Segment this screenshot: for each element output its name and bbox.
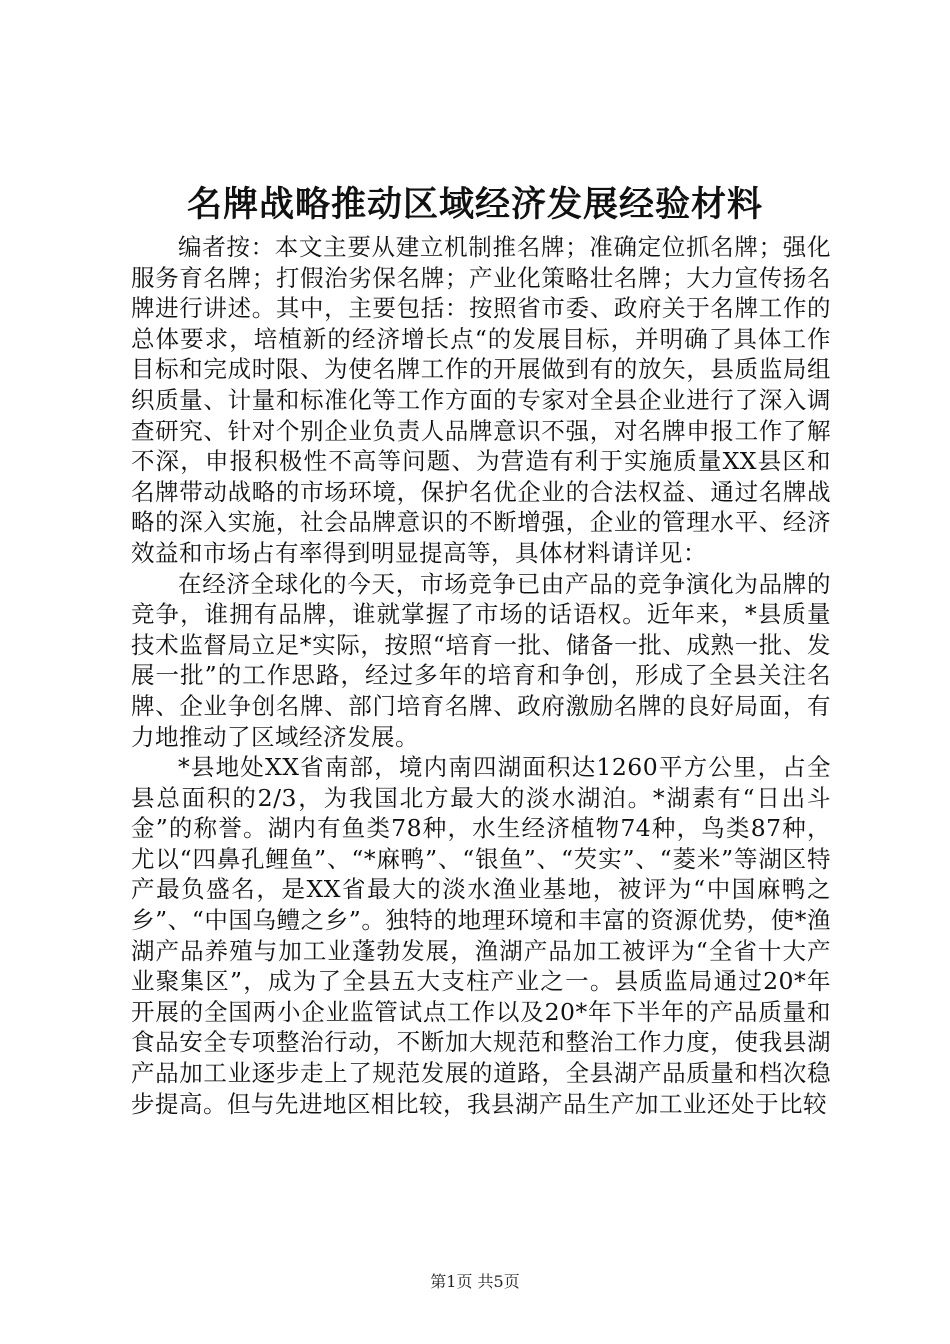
- intro-paragraph: 在经济全球化的今天，市场竞争已由产品的竞争演化为品牌的竞争，谁拥有品牌，谁就掌握了市场的话语权。近年来，*县质量技术监督局立足*实际，按照“培育一批、储备一批、成熟一批、发展一批”的工作思路，经过多年的培育和争创，形成了全县关注名牌、企业争创名牌、部门培育名牌、政府激励名牌的良好局面，有力地推动了区域经济发展。: [131, 569, 831, 751]
- document-body: [131, 232, 831, 1119]
- editor-note-paragraph: 编者按：本文主要从建立机制推名牌；准确定位抓名牌；强化服务育名牌；打假治劣保名牌；产业化策略壮名牌；大力宣传扬名牌进行讲述。其中，主要包括：按照省市委、政府关于名牌工作的总体要求，培植新的经济增长点“的发展目标，并明确了具体工作目标和完成时限、为使名牌工作的开展做到有的放矢，县质监局组织质量、计量和标准化等工作方面的专家对全县企业进行了深入调查研究、针对个别企业负责人品牌意识不强，对名牌申报工作了解不深，申报积极性不高等问题、为营造有利于实施质量XX县区和名牌带动战略的市场环境，保护名优企业的合法权益、通过名牌战略的深入实施，社会品牌意识的不断增强，企业的管理水平、经济效益和市场占有率得到明显提高等，具体材料请详见：: [131, 233, 831, 567]
- county-overview-paragraph: *县地处XX省南部，境内南四湖面积达1260平方公里，占全县总面积的2/3，为我国北方最大的淡水湖泊。*湖素有“日出斗金”的称誉。湖内有鱼类78种，水生经济植物74种，鸟类87种，尤以“四鼻孔鲤鱼”、“*麻鸭”、“银鱼”、“芡实”、“菱米”等湖区特产最负盛名，是XX省最大的淡水渔业基地，被评为“中国麻鸭之乡”、“中国乌鳢之乡”。独特的地理环境和丰富的资源优势，使*渔湖产品养殖与加工业蓬勃发展，渔湖产品加工被评为“全省十大产业聚集区”，成为了全县五大支柱产业之一。县质监局通过20*年开展的全国两小企业监管试点工作以及20*年下半年的产品质量和食品安全专项整治行动，不断加大规范和整治工作力度，使我县湖产品加工业逐步走上了规范发展的道路，全县湖产品质量和档次稳步提高。但与先进地区相比较，我县湖产品生产加工业还处于比较: [131, 753, 831, 1118]
- document-title: 名牌战略推动区域经济发展经验材料: [186, 184, 763, 225]
- page-footer: 第1页 共5页: [430, 1272, 520, 1291]
